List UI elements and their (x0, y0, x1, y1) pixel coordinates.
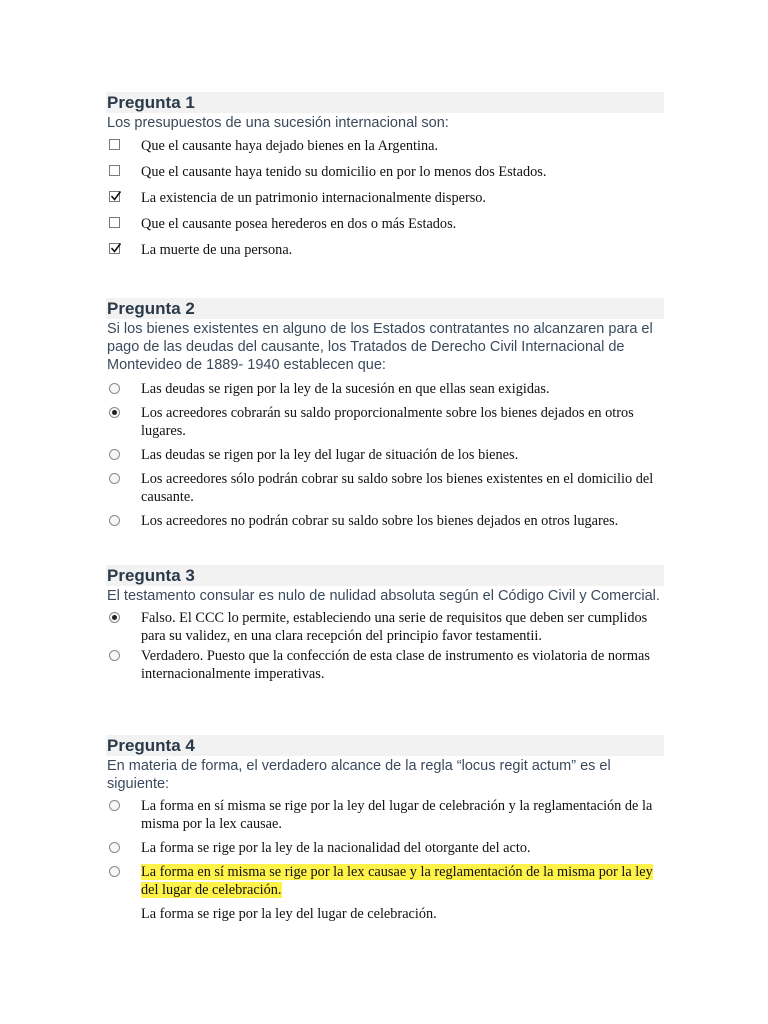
option-label: Que el causante posea herederos en dos o más Estados. (141, 216, 457, 232)
answer-option-2[interactable] (106, 163, 664, 181)
checkbox-checked[interactable] (109, 191, 120, 202)
option-label: La muerte de una persona. (141, 242, 293, 258)
answer-option-2[interactable] (106, 839, 664, 857)
question-3 (106, 565, 664, 683)
question-title: Pregunta 4 (106, 735, 664, 756)
option-label: La existencia de un patrimonio internacionalmente disperso. (141, 190, 486, 206)
question-text: El testamento consular es nulo de nulidad absoluta según el Código Civil y Comercial. (107, 588, 660, 604)
answer-option-1[interactable] (106, 380, 664, 398)
option-label: Los acreedores no podrán cobrar su saldo sobre los bienes dejados en otros lugares. (141, 513, 619, 529)
checkmark-icon (110, 190, 122, 202)
option-label: La forma se rige por la ley del lugar de celebración. (141, 906, 437, 922)
option-label: Verdadero. Puesto que la confección de esta clase de instrumento es violatoria de normas internacionalmente imperativas. (141, 648, 650, 682)
answer-option-2[interactable] (106, 404, 664, 440)
question-title: Pregunta 3 (106, 565, 664, 586)
option-label: Las deudas se rigen por la ley del lugar de situación de los bienes. (141, 447, 519, 463)
answer-option-4[interactable] (106, 470, 664, 506)
option-label: Los acreedores cobrarán su saldo proporcionalmente sobre los bienes dejados en otros lugares. (141, 405, 634, 439)
option-label: Las deudas se rigen por la ley de la sucesión en que ellas sean exigidas. (141, 381, 550, 397)
checkbox-unchecked[interactable] (109, 165, 120, 176)
answer-option-5[interactable] (106, 512, 664, 530)
answer-option-4[interactable] (106, 215, 664, 233)
radio-button[interactable] (109, 866, 120, 877)
answer-option-1[interactable] (106, 609, 664, 645)
radio-button[interactable] (109, 449, 120, 460)
option-label: La forma en sí misma se rige por la ley del lugar de celebración y la reglamentación de la misma por la lex causae. (141, 798, 653, 832)
checkbox-checked[interactable] (109, 243, 120, 254)
option-label: Que el causante haya dejado bienes en la Argentina. (141, 138, 439, 154)
answer-option-3[interactable] (106, 863, 664, 899)
answer-option-2[interactable] (106, 647, 664, 683)
answer-option-1[interactable] (106, 137, 664, 155)
question-2 (106, 298, 664, 530)
radio-button[interactable] (109, 650, 120, 661)
radio-button[interactable] (109, 842, 120, 853)
question-title: Pregunta 2 (106, 298, 664, 319)
answer-option-5[interactable] (106, 241, 664, 259)
answer-option-1[interactable] (106, 797, 664, 833)
question-text: Los presupuestos de una sucesión internacional son: (107, 115, 449, 131)
checkbox-unchecked[interactable] (109, 139, 120, 150)
question-text: Si los bienes existentes en alguno de los Estados contratantes no alcanzaren para el pago de las deudas del causante, los Tratados de Derecho Civil Internacional de Montevideo de 1889- 1940 establecen que: (107, 321, 653, 373)
question-1 (106, 92, 664, 259)
checkmark-icon (110, 242, 122, 254)
option-label: Los acreedores sólo podrán cobrar su saldo sobre los bienes existentes en el domicilio del causante. (141, 471, 654, 505)
checkbox-unchecked[interactable] (109, 217, 120, 228)
answer-option-4 (106, 905, 664, 923)
answer-option-3[interactable] (106, 446, 664, 464)
answer-option-3[interactable] (106, 189, 664, 207)
question-title: Pregunta 1 (106, 92, 664, 113)
option-label: Que el causante haya tenido su domicilio en por lo menos dos Estados. (141, 164, 547, 180)
radio-button[interactable] (109, 383, 120, 394)
question-text: En materia de forma, el verdadero alcance de la regla “locus regit actum” es el siguiente: (107, 758, 611, 792)
option-label: Falso. El CCC lo permite, estableciendo una serie de requisitos que deben ser cumplidos para su validez, en una clara recepción del principio favor testamentii. (141, 610, 648, 644)
radio-button[interactable] (109, 515, 120, 526)
radio-button[interactable] (109, 473, 120, 484)
radio-button-selected[interactable] (109, 407, 120, 418)
question-4 (106, 735, 664, 923)
option-label-highlighted: La forma en sí misma se rige por la lex causae y la reglamentación de la misma por la ley del lugar de celebración. (141, 864, 653, 898)
radio-button[interactable] (109, 800, 120, 811)
radio-button-selected[interactable] (109, 612, 120, 623)
option-label: La forma se rige por la ley de la nacionalidad del otorgante del acto. (141, 840, 531, 856)
